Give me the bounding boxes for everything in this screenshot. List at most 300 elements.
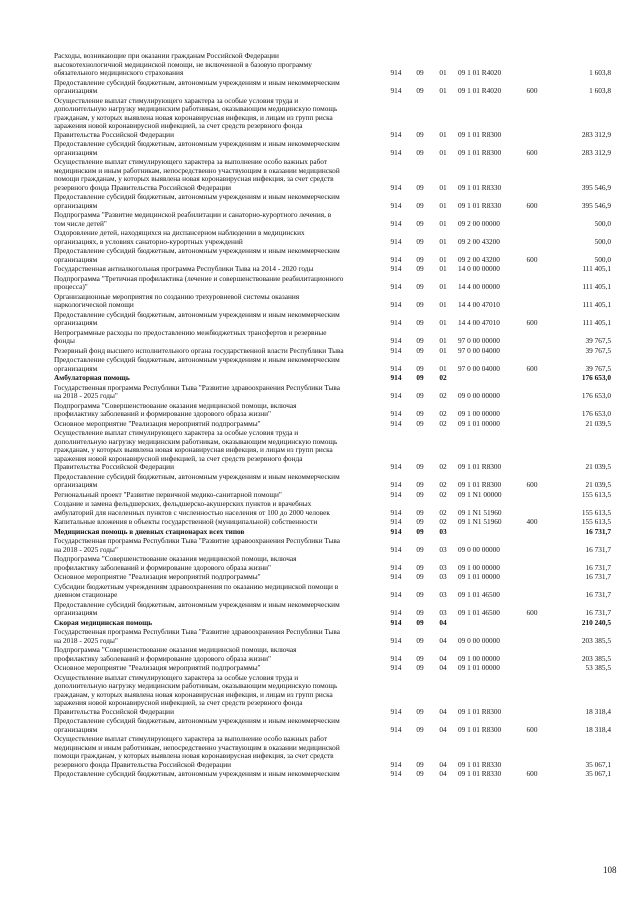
- description-line: профилактику заболеваний и формирование здорового образа жизни": [54, 653, 272, 663]
- subsection-code: 04: [439, 663, 447, 672]
- amount: 16 731,7: [585, 526, 611, 536]
- expense-type-code: 600: [526, 318, 538, 327]
- row-description: [54, 500, 384, 517]
- subsection-code: 04: [439, 617, 447, 627]
- description-line: Создание и замена фельдшерских, фельдшерско-акушерских пунктов и врачебных: [54, 499, 312, 508]
- target-article-code: 09 1 00 00000: [458, 562, 500, 572]
- row-description: [54, 384, 384, 401]
- description-line: процесса)": [54, 282, 88, 291]
- section-code: 09: [416, 489, 424, 499]
- ministry-code: 914: [390, 300, 402, 309]
- section-code: 09: [416, 373, 424, 382]
- row-description: [54, 420, 384, 429]
- subsection-code: 01: [439, 264, 447, 273]
- target-article-code: 09 1 01 R4020: [458, 68, 502, 77]
- description-line: Оздоровление детей, находящихся на диспансерном наблюдении в медицинских: [54, 228, 305, 237]
- table-row: [0, 628, 639, 645]
- row-description: [54, 528, 384, 537]
- subsection-code: 01: [439, 300, 447, 309]
- subsection-code: 02: [439, 507, 447, 517]
- target-article-code: 09 1 01 00000: [458, 418, 500, 428]
- table-row: [0, 491, 639, 500]
- description-line: резервного фонда Правительства Российской Федерации: [54, 182, 232, 192]
- description-line: Осуществление выплат стимулирующего характера за выполнение особо важных работ: [54, 734, 328, 743]
- subsection-code: 01: [439, 86, 447, 95]
- amount: 395 546,9: [581, 182, 611, 192]
- target-article-code: 09 1 01 46500: [458, 590, 500, 599]
- target-article-code: 14 4 00 00000: [458, 282, 500, 291]
- ministry-code: 914: [390, 68, 402, 77]
- section-code: 09: [416, 462, 424, 471]
- section-code: 09: [416, 218, 424, 228]
- description-line: гражданам, у которых выявлена новая коронавирусная инфекция, и лицам из групп риска: [54, 445, 333, 454]
- subsection-code: 01: [439, 254, 447, 264]
- amount: 283 312,9: [581, 147, 611, 157]
- amount: 395 546,9: [581, 200, 611, 210]
- row-description: [54, 52, 384, 78]
- amount: 16 731,7: [585, 590, 611, 599]
- target-article-code: 97 0 00 04000: [458, 345, 500, 355]
- subsection-code: 04: [439, 724, 447, 734]
- description-line: гражданам, у которых выявлена новая коронавирусная инфекция, и лицам из групп риска: [54, 112, 333, 122]
- section-code: 09: [416, 336, 424, 345]
- ministry-code: 914: [390, 507, 402, 517]
- table-row: [0, 374, 639, 383]
- ministry-code: 914: [390, 590, 402, 599]
- description-line: Осуществление выплат стимулирующего характера за особые условия труда и: [54, 428, 299, 437]
- table-row: [0, 528, 639, 537]
- ministry-code: 914: [390, 769, 402, 778]
- table-row: [0, 429, 639, 472]
- amount: 111 405,1: [582, 264, 611, 273]
- row-description: [54, 491, 384, 500]
- subsection-code: 01: [439, 318, 447, 327]
- table-row: [0, 52, 639, 78]
- description-line: на 2018 - 2025 годы": [54, 635, 118, 645]
- target-article-code: 09 1 01 R8300: [458, 724, 502, 734]
- row-description: [54, 356, 384, 373]
- ministry-code: 914: [390, 218, 402, 228]
- description-line: организациям: [54, 724, 98, 734]
- target-article-code: 09 1 N1 00000: [458, 489, 502, 499]
- row-description: [54, 211, 384, 228]
- subsection-code: 03: [439, 544, 447, 554]
- amount: 203 385,5: [581, 653, 611, 663]
- expense-type-code: 600: [526, 147, 538, 157]
- ministry-code: 914: [390, 706, 402, 716]
- amount: 21 039,5: [585, 462, 611, 471]
- description-line: медицинским и иным работникам, непосредственно участвующим в оказании медицинской: [54, 165, 340, 175]
- amount: 39 767,5: [585, 363, 611, 373]
- ministry-code: 914: [390, 345, 402, 355]
- ministry-code: 914: [390, 517, 402, 526]
- description-line: дополнительную нагрузку медицинским работникам, оказывающим медицинскую помощь: [54, 436, 338, 446]
- description-line: амбулаторий для населенных пунктов с численностью населения от 100 до 2000 человек: [54, 507, 330, 517]
- description-line: медицинским и иным работникам, непосредственно участвующим в оказании медицинской: [54, 742, 340, 752]
- amount: 210 240,5: [581, 617, 611, 627]
- description-line: наркологической помощи: [54, 300, 134, 309]
- description-line: Предоставление субсидий бюджетным, автономным учреждениям и иным некоммерческим: [54, 246, 340, 255]
- description-line: Государственная программа Республики Тыва "Развитие здравоохранения Республики Тыва: [54, 536, 341, 545]
- row-description: [54, 311, 384, 328]
- row-description: [54, 229, 384, 246]
- description-line: Субсидии бюджетным учреждениям здравоохранения по оказанию медицинской помощи в: [54, 581, 339, 591]
- section-code: 09: [416, 769, 424, 778]
- description-line: Государственная антиалкогольная программа Республики Тыва на 2014 - 2020 годы: [54, 264, 314, 273]
- subsection-code: 02: [439, 409, 447, 418]
- subsection-code: 04: [439, 759, 447, 769]
- row-description: [54, 79, 384, 96]
- description-line: Капитальные вложения в объекты государственной (муниципальной) собственности: [54, 517, 318, 526]
- description-line: Организационные мероприятия по созданию трехуровневой системы оказания: [54, 291, 300, 301]
- section-code: 09: [416, 86, 424, 95]
- description-line: организациям: [54, 200, 98, 210]
- subsection-code: 02: [439, 462, 447, 471]
- amount: 35 067,1: [585, 769, 611, 778]
- amount: 176 653,0: [581, 391, 611, 400]
- subsection-code: 01: [439, 200, 447, 210]
- amount: 16 731,7: [585, 544, 611, 554]
- description-line: Подпрограмма "Совершенствование оказания медицинской помощи, включая: [54, 400, 297, 410]
- target-article-code: 97 0 00 04000: [458, 363, 500, 373]
- ministry-code: 914: [390, 418, 402, 428]
- row-description: [54, 735, 384, 769]
- section-code: 09: [416, 363, 424, 373]
- description-line: организациям: [54, 147, 98, 157]
- amount: 18 318,4: [585, 724, 611, 734]
- description-line: Резервный фонд высшего исполнительного органа государственной власти Республики Тыва: [54, 345, 344, 355]
- amount: 39 767,5: [585, 345, 611, 355]
- description-line: дополнительную нагрузку медицинским работникам, оказывающим медицинскую помощь: [54, 104, 338, 113]
- description-line: Осуществление выплат стимулирующего характера за особые условия труда и: [54, 672, 299, 682]
- description-line: профилактику заболеваний и формирование здорового образа жизни": [54, 409, 272, 418]
- target-article-code: 09 1 01 R8330: [458, 759, 502, 769]
- amount: 155 613,5: [581, 507, 611, 517]
- section-code: 09: [416, 254, 424, 264]
- description-line: организациям: [54, 363, 98, 373]
- subsection-code: 03: [439, 562, 447, 572]
- row-description: [54, 518, 384, 527]
- table-row: [0, 601, 639, 618]
- table-row: [0, 97, 639, 140]
- ministry-code: 914: [390, 129, 402, 139]
- row-description: [54, 429, 384, 472]
- description-line: Амбулаторная помощь: [54, 373, 130, 382]
- target-article-code: 09 1 01 R8300: [458, 480, 502, 489]
- description-line: Предоставление субсидий бюджетным, автономным учреждениям и иным некоммерческим: [54, 139, 340, 148]
- amount: 111 405,1: [582, 282, 611, 291]
- row-description: [54, 293, 384, 310]
- description-line: Подпрограмма "Третичная профилактика (лечение и совершенствование реабилитационного: [54, 273, 344, 283]
- row-description: [54, 374, 384, 383]
- table-row: [0, 735, 639, 769]
- subsection-code: 02: [439, 517, 447, 526]
- section-code: 09: [416, 507, 424, 517]
- target-article-code: 97 0 00 00000: [458, 336, 500, 345]
- description-line: Предоставление субсидий бюджетным, автономным учреждениям и иным некоммерческим: [54, 309, 340, 319]
- description-line: Подпрограмма "Совершенствование оказания медицинской помощи, включая: [54, 554, 297, 563]
- ministry-code: 914: [390, 373, 402, 382]
- target-article-code: 09 1 01 00000: [458, 572, 500, 581]
- amount: 16 731,7: [585, 608, 611, 617]
- ministry-code: 914: [390, 608, 402, 617]
- description-line: организациях, в условиях санаторно-курортных учреждений: [54, 236, 243, 246]
- table-row: [0, 275, 639, 292]
- row-description: [54, 583, 384, 600]
- target-article-code: 14 4 00 47010: [458, 300, 500, 309]
- amount: 500,0: [594, 218, 611, 228]
- table-row: [0, 420, 639, 429]
- row-description: [54, 402, 384, 419]
- section-code: 09: [416, 147, 424, 157]
- table-row: [0, 537, 639, 554]
- description-line: организациям: [54, 254, 98, 264]
- target-article-code: 09 1 01 00000: [458, 663, 500, 672]
- ministry-code: 914: [390, 363, 402, 373]
- target-article-code: 09 1 01 R8300: [458, 706, 502, 716]
- ministry-code: 914: [390, 759, 402, 769]
- row-description: [54, 347, 384, 356]
- subsection-code: 03: [439, 526, 447, 536]
- amount: 21 039,5: [585, 480, 611, 489]
- table-row: [0, 583, 639, 600]
- description-line: Подпрограмма "Развитие медицинской реабилитации и санаторно-курортного лечения, в: [54, 210, 332, 219]
- section-code: 09: [416, 282, 424, 291]
- row-description: [54, 265, 384, 274]
- section-code: 09: [416, 572, 424, 581]
- ministry-code: 914: [390, 462, 402, 471]
- ministry-code: 914: [390, 653, 402, 663]
- amount: 111 405,1: [582, 300, 611, 309]
- target-article-code: 09 1 00 00000: [458, 409, 500, 418]
- row-description: [54, 717, 384, 734]
- expense-type-code: 400: [526, 517, 538, 526]
- description-line: Государственная программа Республики Тыва "Развитие здравоохранения Республики Тыва: [54, 382, 341, 392]
- row-description: [54, 601, 384, 618]
- subsection-code: 01: [439, 345, 447, 355]
- section-code: 09: [416, 653, 424, 663]
- table-row: [0, 329, 639, 346]
- description-line: Основное мероприятие "Реализация мероприятий подпрограммы": [54, 418, 261, 428]
- ministry-code: 914: [390, 489, 402, 499]
- table-row: [0, 500, 639, 517]
- target-article-code: 09 0 00 00000: [458, 635, 500, 645]
- target-article-code: 14 4 00 47010: [458, 318, 500, 327]
- row-description: [54, 329, 384, 346]
- table-row: [0, 646, 639, 663]
- amount: 21 039,5: [585, 418, 611, 428]
- amount: 176 653,0: [581, 373, 611, 382]
- section-code: 09: [416, 68, 424, 77]
- amount: 176 653,0: [581, 409, 611, 418]
- target-article-code: 09 2 00 00000: [458, 218, 500, 228]
- description-line: том числе детей": [54, 218, 107, 228]
- ministry-code: 914: [390, 147, 402, 157]
- amount: 39 767,5: [585, 336, 611, 345]
- table-row: [0, 211, 639, 228]
- subsection-code: 01: [439, 68, 447, 77]
- description-line: на 2018 - 2025 годы": [54, 391, 118, 400]
- section-code: 09: [416, 724, 424, 734]
- table-row: [0, 247, 639, 264]
- ministry-code: 914: [390, 86, 402, 95]
- amount: 203 385,5: [581, 635, 611, 645]
- amount: 16 731,7: [585, 572, 611, 581]
- amount: 35 067,1: [585, 759, 611, 769]
- row-description: [54, 674, 384, 717]
- row-description: [54, 664, 384, 673]
- target-article-code: 09 1 01 R8300: [458, 129, 502, 139]
- description-line: резервного фонда Правительства Российской Федерации: [54, 759, 232, 769]
- table-row: [0, 664, 639, 673]
- table-row: [0, 140, 639, 157]
- table-row: [0, 555, 639, 572]
- subsection-code: 02: [439, 418, 447, 428]
- subsection-code: 03: [439, 572, 447, 581]
- target-article-code: 09 2 00 43200: [458, 236, 500, 246]
- table-row: [0, 473, 639, 490]
- description-line: Предоставление субсидий бюджетным, автономным учреждениям и иным некоммерческим: [54, 471, 340, 481]
- subsection-code: 03: [439, 608, 447, 617]
- description-line: Правительства Российской Федерации: [54, 129, 174, 139]
- subsection-code: 02: [439, 489, 447, 499]
- description-line: Подпрограмма "Совершенствование оказания медицинской помощи, включая: [54, 645, 297, 654]
- description-line: Региональный проект "Развитие первичной медико-санитарной помощи": [54, 489, 282, 499]
- ministry-code: 914: [390, 409, 402, 418]
- table-row: [0, 518, 639, 527]
- amount: 1 603,8: [589, 86, 611, 95]
- amount: 16 731,7: [585, 562, 611, 572]
- subsection-code: 01: [439, 129, 447, 139]
- subsection-code: 02: [439, 391, 447, 400]
- target-article-code: 09 1 01 R8300: [458, 147, 502, 157]
- description-line: организациям: [54, 480, 98, 489]
- page-number: 108: [603, 865, 617, 875]
- target-article-code: 09 1 01 R8300: [458, 462, 502, 471]
- target-article-code: 09 1 01 R4020: [458, 86, 502, 95]
- description-line: Предоставление субсидий бюджетным, автономным учреждениям и иным некоммерческим: [54, 192, 340, 201]
- row-description: [54, 573, 384, 582]
- section-code: 09: [416, 345, 424, 355]
- target-article-code: 09 1 01 46500: [458, 608, 500, 617]
- ministry-code: 914: [390, 182, 402, 192]
- subsection-code: 04: [439, 706, 447, 716]
- section-code: 09: [416, 617, 424, 627]
- description-line: профилактику заболеваний и формирование здорового образа жизни": [54, 562, 272, 572]
- section-code: 09: [416, 236, 424, 246]
- expense-type-code: 600: [526, 200, 538, 210]
- subsection-code: 01: [439, 282, 447, 291]
- amount: 53 385,5: [585, 663, 611, 672]
- description-line: гражданам, у которых выявлена новая коронавирусная инфекция, и лицам из групп риска: [54, 689, 333, 699]
- subsection-code: 01: [439, 336, 447, 345]
- description-line: заражения новой коронавирусной инфекцией, за счет средств резервного фонда: [54, 121, 303, 130]
- subsection-code: 02: [439, 480, 447, 489]
- description-line: Скорая медицинская помощь: [54, 617, 153, 627]
- amount: 500,0: [594, 236, 611, 246]
- row-description: [54, 555, 384, 572]
- target-article-code: 09 1 00 00000: [458, 653, 500, 663]
- subsection-code: 03: [439, 590, 447, 599]
- section-code: 09: [416, 759, 424, 769]
- subsection-code: 01: [439, 236, 447, 246]
- ministry-code: 914: [390, 264, 402, 273]
- ministry-code: 914: [390, 663, 402, 672]
- ministry-code: 914: [390, 391, 402, 400]
- ministry-code: 914: [390, 562, 402, 572]
- ministry-code: 914: [390, 617, 402, 627]
- row-description: [54, 275, 384, 292]
- ministry-code: 914: [390, 635, 402, 645]
- target-article-code: 09 1 N1 51960: [458, 517, 502, 526]
- amount: 283 312,9: [581, 129, 611, 139]
- table-row: [0, 573, 639, 582]
- description-line: Государственная программа Республики Тыва "Развитие здравоохранения Республики Тыва: [54, 627, 341, 636]
- section-code: 09: [416, 544, 424, 554]
- section-code: 09: [416, 663, 424, 672]
- description-line: Предоставление субсидий бюджетным, автономным учреждениям и иным некоммерческим: [54, 355, 340, 364]
- subsection-code: 04: [439, 635, 447, 645]
- ministry-code: 914: [390, 572, 402, 581]
- section-code: 09: [416, 526, 424, 536]
- description-line: организациям: [54, 86, 98, 95]
- section-code: 09: [416, 409, 424, 418]
- description-line: Основное мероприятие "Реализация мероприятий подпрограммы": [54, 572, 261, 581]
- table-row: [0, 311, 639, 328]
- section-code: 09: [416, 562, 424, 572]
- table-row: [0, 402, 639, 419]
- description-line: Основное мероприятие "Реализация мероприятий подпрограммы": [54, 663, 261, 672]
- amount: 500,0: [594, 254, 611, 264]
- expense-type-code: 600: [526, 724, 538, 734]
- ministry-code: 914: [390, 200, 402, 210]
- amount: 155 613,5: [581, 489, 611, 499]
- row-description: [54, 770, 384, 779]
- row-description: [54, 537, 384, 554]
- section-code: 09: [416, 300, 424, 309]
- row-description: [54, 473, 384, 490]
- section-code: 09: [416, 635, 424, 645]
- subsection-code: 04: [439, 653, 447, 663]
- subsection-code: 01: [439, 147, 447, 157]
- target-article-code: 09 1 01 R8330: [458, 769, 502, 778]
- description-line: заражения новой коронавирусной инфекцией, за счет средств резервного фонда: [54, 453, 303, 463]
- table-row: [0, 619, 639, 628]
- table-row: [0, 347, 639, 356]
- table-row: [0, 293, 639, 310]
- table-row: [0, 674, 639, 717]
- section-code: 09: [416, 590, 424, 599]
- section-code: 09: [416, 608, 424, 617]
- description-line: Расходы, возникающие при оказании гражданам Российской Федерации: [54, 51, 279, 60]
- ministry-code: 914: [390, 544, 402, 554]
- expense-type-code: 600: [526, 363, 538, 373]
- expense-type-code: 600: [526, 254, 538, 264]
- description-line: организациям: [54, 318, 98, 327]
- table-row: [0, 79, 639, 96]
- subsection-code: 01: [439, 363, 447, 373]
- subsection-code: 01: [439, 218, 447, 228]
- row-description: [54, 619, 384, 628]
- expense-type-code: 600: [526, 608, 538, 617]
- target-article-code: 09 0 00 00000: [458, 544, 500, 554]
- ministry-code: 914: [390, 480, 402, 489]
- table-row: [0, 717, 639, 734]
- description-line: Правительства Российской Федерации: [54, 706, 174, 716]
- description-line: организациям: [54, 608, 98, 617]
- table-row: [0, 356, 639, 373]
- description-line: заражения новой коронавирусной инфекцией, за счет средств резервного фонда: [54, 698, 303, 707]
